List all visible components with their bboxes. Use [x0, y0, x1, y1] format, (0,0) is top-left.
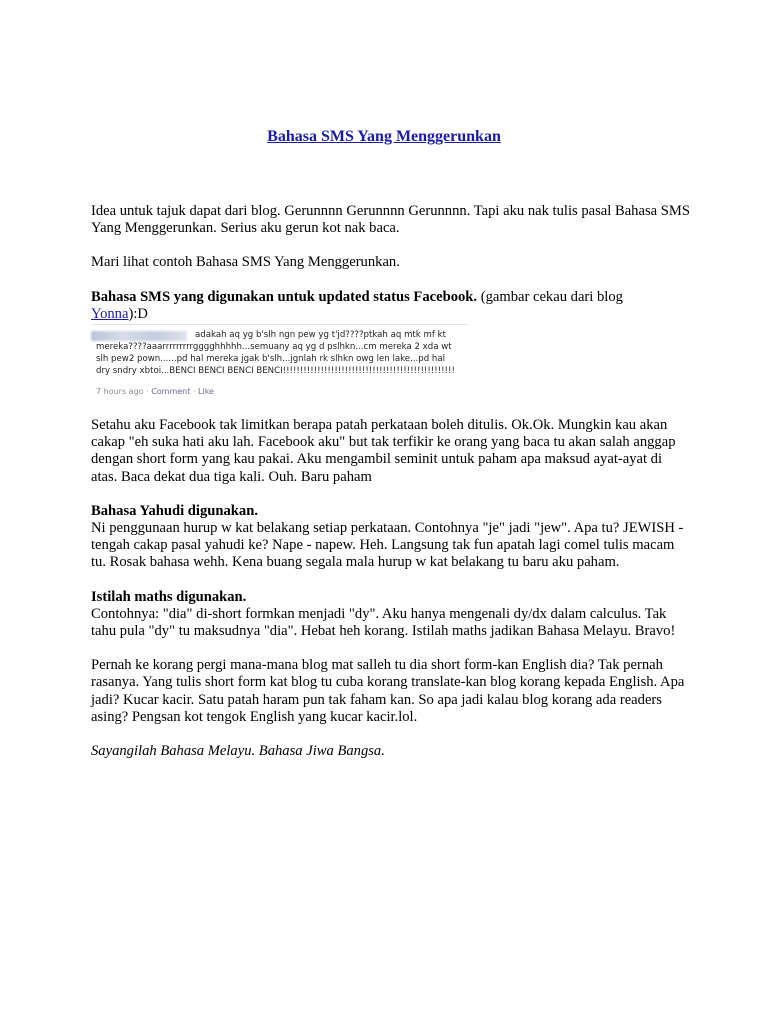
blurred-username	[91, 331, 187, 341]
maths-text: Contohnya: "dia" di-short formkan menjadi "dy". Aku hanya mengenali dy/dx dalam calculus. Tak tahu pula "dy" tu maksudnya "dia". Hebat heh korang. Istilah maths jadikan Bahasa Melayu. Bravo!	[91, 605, 676, 640]
example-intro-paragraph: Mari lihat contoh Bahasa SMS Yang Menggerunkan.	[91, 254, 400, 271]
facebook-heading-bold: Bahasa SMS yang digunakan untuk updated status Facebook.	[91, 288, 478, 305]
facebook-paragraph: Setahu aku Facebook tak limitkan berapa patah perkataan boleh ditulis. Ok.Ok. Mungkin kau akan cakap "eh suka hati aku lah. Facebook aku" but tak terfikir ke orang yang baca tu akan salah anggap dengan short form yang kau pakai. Aku mengambil seminit untuk paham apa maksud ayat-ayat di atas. Baca dekat dua tiga kali. Ouh. Baru paham	[91, 417, 676, 485]
intro-paragraph: Idea untuk tajuk dapat dari blog. Gerunnnn Gerunnnn Gerunnnn. Tapi aku nak tulis pasal Bahasa SMS Yang Menggerunkan. Serius aku gerun kot nak baca.	[91, 203, 690, 237]
status-meta	[96, 383, 214, 400]
maths-heading: Istilah maths digunakan.	[91, 588, 247, 605]
document-title[interactable]: Bahasa SMS Yang Menggerunkan	[267, 128, 501, 145]
like-link[interactable]: Like	[198, 387, 214, 397]
facebook-heading-tail: ):D	[128, 305, 148, 322]
yahudi-section	[91, 503, 691, 572]
facebook-example-heading	[91, 289, 691, 323]
closing-line: Sayangilah Bahasa Melayu. Bahasa Jiwa Bangsa.	[91, 743, 385, 760]
meta-separator-1: ·	[146, 387, 149, 397]
facebook-heading-source: (gambar cekau dari blog	[477, 288, 623, 305]
status-line-1: adakah aq yg b'slh ngn pew yg t'jd????ptkah aq mtk mf kt	[195, 330, 446, 341]
comment-link[interactable]: Comment	[151, 387, 191, 397]
meta-separator-2: ·	[192, 387, 196, 397]
status-line-4: dry sndry xbtoi...BENCI BENCI BENCI BENCI!!!!!!!!!!!!!!!!!!!!!!!!!!!!!!!!!!!!!!!!!!!!!!!!!!	[96, 366, 455, 377]
status-line-3: slh pew2 pown......pd hal mereka jgak b'slh...jgnlah rk slhkn owg len lake...pd hal	[96, 354, 446, 365]
facebook-status-screenshot	[91, 324, 469, 395]
status-line-2: mereka????aaarrrrrrrrrgggghhhhh...semuany aq yg d pslhkn...cm mereka 2 xda wt	[96, 342, 452, 353]
status-time: 7 hours ago	[96, 387, 144, 397]
maths-section	[91, 589, 691, 641]
yahudi-text: Ni penggunaan hurup w kat belakang setiap perkataan. Contohnya "je" jadi "jew". Apa tu? JEWISH - tengah cakap pasal yahudi ke? Nape - napew. Heh. Langsung tak fun apatah lagi comel tulis macam tu. Rosak bahasa wehh. Kena buang segala mala hurup w kat belakang tu baru aku paham.	[91, 520, 684, 571]
yahudi-heading: Bahasa Yahudi digunakan.	[91, 502, 258, 519]
english-paragraph: Pernah ke korang pergi mana-mana blog mat salleh tu dia short form-kan English dia? Tak pernah rasanya. Yang tulis short form kat blog tu cuba korang translate-kan blog korang kepada English. Apa jadi? Kucar kacir. Satu patah haram pun tak faham kan. So apa jadi kalau blog korang ada readers asing? Pengsan kot tengok English yang kucar kacir.lol.	[91, 657, 685, 725]
document-body	[91, 203, 691, 777]
yonna-blog-link[interactable]: Yonna	[91, 305, 129, 322]
